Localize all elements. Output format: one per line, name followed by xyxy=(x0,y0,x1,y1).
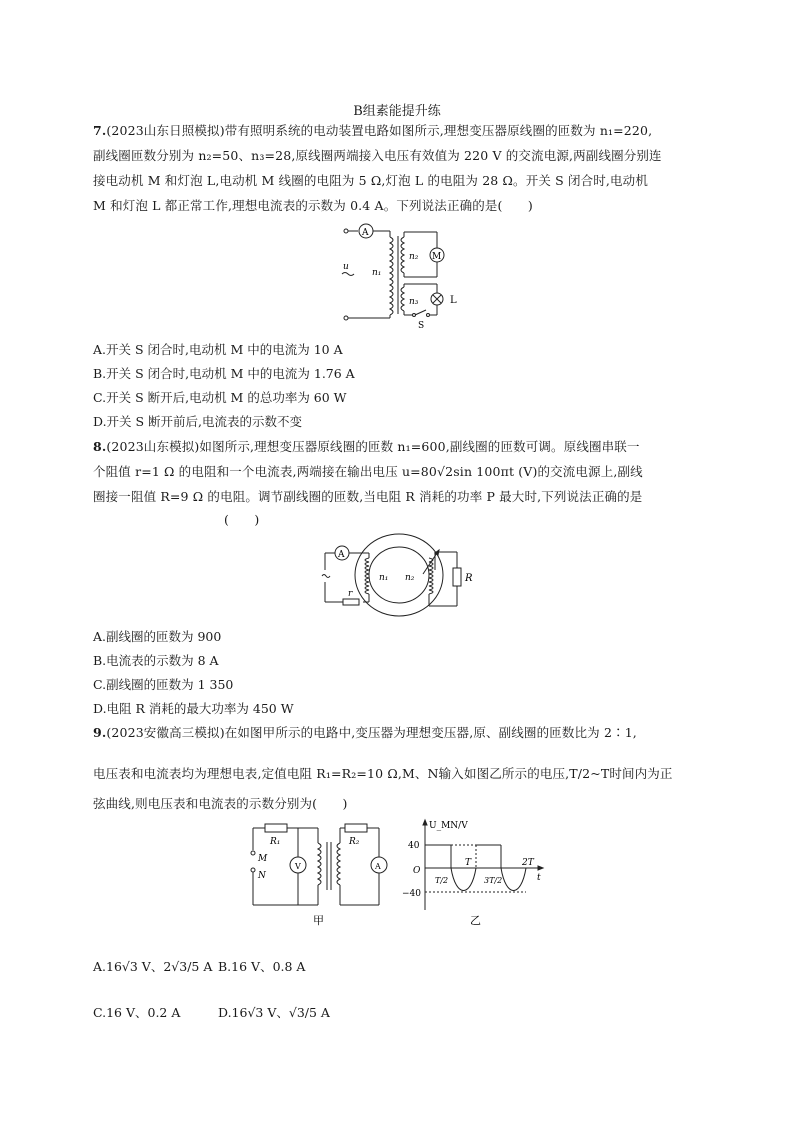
q7-line-4: M 和灯泡 L 都正常工作,理想电流表的示数为 0.4 A。下列说法正确的是( ) xyxy=(93,198,533,213)
q7-ammeter-label: A xyxy=(362,228,369,238)
q9-number: 9. xyxy=(93,725,107,740)
q7-option-c: C.开关 S 断开后,电动机 M 的总功率为 60 W xyxy=(93,390,347,405)
q9-caption-yi: 乙 xyxy=(470,914,481,927)
q8-line-2: 个阻值 r=1 Ω 的电阻和一个电流表,两端接在输出电压 u=80√2sin 100πt (V)的交流电源上,副线 xyxy=(93,464,643,479)
q7-option-d: D.开关 S 断开前后,电流表的示数不变 xyxy=(93,414,303,429)
q9-xtick-T: T xyxy=(465,858,472,868)
q9-voltmeter-label: V xyxy=(295,862,301,871)
q9-xaxis-t: t xyxy=(537,873,541,883)
q7-line-1: 7.(2023山东日照模拟)带有照明系统的电动装置电路如图所示,理想变压器原线圈的匝数为 n₁=220, xyxy=(93,123,653,138)
q7-option-a: A.开关 S 闭合时,电动机 M 中的电流为 10 A xyxy=(93,342,343,357)
q8-line-1: 8.(2023山东模拟)如图所示,理想变压器原线圈的匝数 n₁=600,副线圈的匝数可调。原线圈串联一 xyxy=(93,439,640,454)
q7-option-b: B.开关 S 闭合时,电动机 M 中的电流为 1.76 A xyxy=(93,366,355,381)
q9-R2-label: R₂ xyxy=(349,837,360,847)
q9-line-1: 9.(2023安徽高三模拟)在如图甲所示的电路中,变压器为理想变压器,原、副线圈的匝数比为 2∶1, xyxy=(93,725,637,740)
q9-option-d: D.16√3 V、√3/5 A xyxy=(218,1005,330,1020)
q9-line-2: 电压表和电流表均为理想电表,定值电阻 R₁=R₂=10 Ω,M、N输入如图乙所示的电压,T/2~T时间内为正 xyxy=(93,766,673,781)
q8-n1-label: n₁ xyxy=(379,573,389,583)
q7-line-3: 接电动机 M 和灯泡 L,电动机 M 线圈的电阻为 5 Ω,灯泡 L 的电阻为 28 Ω。开关 S 闭合时,电动机 xyxy=(93,173,648,188)
q9-ylabel: U_MN/V xyxy=(429,821,468,831)
q9-N-label: N xyxy=(258,871,266,881)
q9-origin: O xyxy=(413,866,421,876)
q7-n1-label: n₁ xyxy=(372,268,382,278)
q9-xtick-2T: 2T xyxy=(522,858,534,868)
q8-option-d: D.电阻 R 消耗的最大功率为 450 W xyxy=(93,701,294,716)
q9-xtick-T2: T/2 xyxy=(435,876,449,885)
q9-ytick-40: 40 xyxy=(408,841,420,851)
q9-option-b: B.16 V、0.8 A xyxy=(218,959,306,974)
q8-option-b: B.电流表的示数为 8 A xyxy=(93,653,219,668)
q7-lamp-label: L xyxy=(450,295,457,306)
q8-option-c: C.副线圈的匝数为 1 350 xyxy=(93,677,234,692)
q9-option-a: A.16√3 V、2√3/5 A xyxy=(93,959,213,974)
q8-number: 8. xyxy=(93,439,107,454)
q8-ammeter-label: A xyxy=(338,550,345,560)
q8-line-4: ( ) xyxy=(224,512,260,527)
section-title: B组素能提升练 xyxy=(353,104,441,119)
q8-line-3: 圈接一阻值 R=9 Ω 的电阻。调节副线圈的匝数,当电阻 R 消耗的功率 P 最大时,下列说法正确的是 xyxy=(93,489,643,504)
q7-line-2: 副线圈匝数分别为 n₂=50、n₃=28,原线圈两端接入电压有效值为 220 V 的交流电源,两副线圈分别连 xyxy=(93,148,662,163)
q9-figure-jia xyxy=(243,820,393,930)
q9-option-c: C.16 V、0.2 A xyxy=(93,1005,181,1020)
q7-circuit-figure xyxy=(330,222,480,332)
q7-n2-label: n₂ xyxy=(409,252,419,262)
q9-xtick-3T2: 3T/2 xyxy=(484,876,503,885)
q9-ytick-neg40: −40 xyxy=(402,889,421,899)
q7-n3-label: n₃ xyxy=(409,297,419,307)
q8-r-label: r xyxy=(348,589,353,599)
q9-caption-jia: 甲 xyxy=(313,914,324,927)
q7-motor-label: M xyxy=(432,252,442,262)
q7-number: 7. xyxy=(93,123,107,138)
q7-switch-label: S xyxy=(418,321,425,331)
q8-R-label: R xyxy=(465,573,473,584)
q8-n2-label: n₂ xyxy=(405,573,415,583)
q9-ammeter-label: A xyxy=(375,862,381,871)
q9-M-label: M xyxy=(258,854,268,864)
q8-option-a: A.副线圈的匝数为 900 xyxy=(93,629,222,644)
q7-u-label: u xyxy=(343,262,349,272)
q9-figure-yi xyxy=(398,816,548,928)
q9-R1-label: R₁ xyxy=(270,837,281,847)
q8-toroid-figure xyxy=(315,530,480,622)
q9-line-3: 弦曲线,则电压表和电流表的示数分别为( ) xyxy=(93,796,348,811)
